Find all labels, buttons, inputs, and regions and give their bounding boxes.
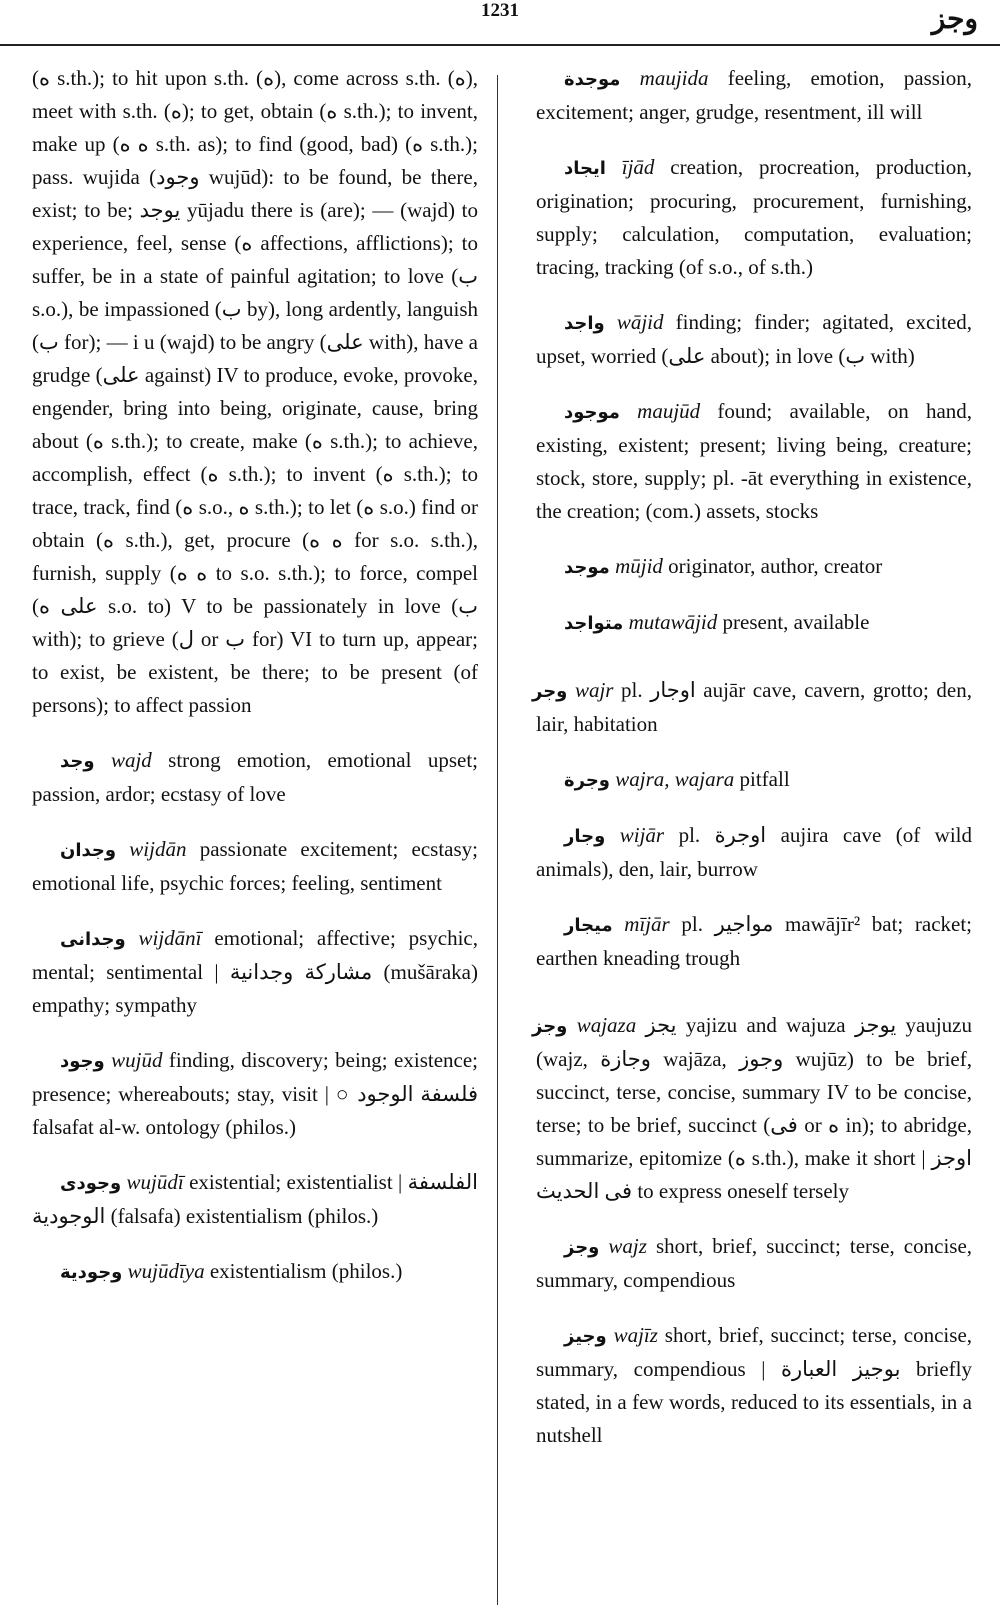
dictionary-entry — [32, 922, 478, 1022]
dictionary-entry — [536, 763, 972, 797]
entry-definition: short, brief, succinct; terse, concise, summary, compendious — [536, 1234, 973, 1292]
entry-transliteration: wajīz — [613, 1323, 658, 1347]
entry-arabic: موجد — [564, 557, 610, 578]
entry-transliteration: wijār — [619, 823, 665, 847]
entry-transliteration: ījād — [621, 155, 655, 179]
entry-transliteration: wujūdīya — [127, 1259, 205, 1283]
entry-arabic: وجز — [532, 1016, 568, 1037]
entry-arabic: واجد — [564, 313, 605, 334]
entry-transliteration: maujūd — [637, 399, 701, 423]
entry-arabic: موجود — [564, 402, 620, 423]
entry-definition: emotional; affective; psychic, mental; sentimental | مشاركة وجدانية (mušāraka) empathy; sympathy — [32, 926, 479, 1017]
entry-transliteration: wujūd — [111, 1048, 163, 1072]
left-column — [32, 62, 478, 1311]
dictionary-entry — [536, 1230, 972, 1297]
entry-arabic: موجدة — [564, 69, 621, 90]
entry-transliteration: maujida — [639, 66, 709, 90]
entry-definition: originator, author, creator — [668, 554, 883, 578]
entry-transliteration: wajaza — [576, 1013, 637, 1037]
dictionary-entry — [32, 1255, 478, 1289]
continuation-entry — [32, 62, 478, 722]
dictionary-entry — [536, 819, 972, 886]
entry-definition: finding; finder; agitated, excited, upset, worried (على about); in love (ب with) — [536, 310, 973, 368]
entry-transliteration: wijdānī — [138, 926, 202, 950]
entry-definition: (ه s.th.); to hit upon s.th. (ه), come across s.th. (ه), meet with s.th. (ه); to get, obtain (ه s.th.); to invent, make up (ه ه s.th. as); to find (good, bad) (ه s.th.); pass. wujida (وجود wujūd): to be found, be there, exist; to be; يوجد yūjadu there is (are); — (wajd) to experience, feel, sense (ه affections, afflictions); to suffer, be in a state of painful agitation; to love (ب s.o.), be impassioned (ب by), long ardently, languish (ب for); — i u (wajd) to be angry (على with), have a grudge (على against) IV to produce, evoke, provoke, engender, bring into being, originate, cause, bring about (ه s.th.); to create, make (ه s.th.); to achieve, accomplish, effect (ه s.th.); to invent (ه s.th.); to trace, track, find (ه s.o., ه s.th.); to let (ه s.o.) find or obtain (ه s.th.), get, procure (ه ه for s.o. s.th.), furnish, supply (ه ه to s.o. s.th.); to force, compel (على ه s.o. to) V to be passionately in love (ب with); to grieve (ل or ب for) VI to turn up, appear; to exist, be existent, be there; to be present (of persons); to affect passion — [32, 66, 479, 717]
entry-transliteration: mūjid — [615, 554, 663, 578]
dictionary-entry — [536, 1319, 972, 1452]
entry-definition: strong emotion, emotional upset; passion, ardor; ecstasy of love — [32, 748, 478, 806]
entry-definition: short, brief, succinct; terse, concise, summary, compendious | بوجيز العبارة briefly stated, in a few words, reduced to its essentials, in a nutshell — [536, 1323, 973, 1447]
dictionary-entry — [536, 908, 972, 975]
dictionary-entry — [536, 395, 972, 528]
page-number: 1231 — [481, 0, 519, 21]
entry-definition: يجز yajizu and wajuza يوجز yaujuzu (wajz, وجازة wajāza, وجوز wujūz) to be brief, succinct, terse, concise, summary IV to be concise, terse; to be brief, succinct (فى or ه in); to abridge, summarize, epitomize (ه s.th.), make it short | اوجز فى الحديث to express oneself tersely — [536, 1013, 973, 1203]
entry-arabic: وجرة — [564, 770, 610, 791]
entry-definition: found; available, on hand, existing, existent; present; living being, creature; stock, store, supply; pl. -āt everything in existence, the creation; (com.) assets, stocks — [536, 399, 973, 523]
dictionary-entry — [536, 306, 972, 373]
entry-arabic: وجد — [60, 751, 95, 772]
running-head: وجز — [931, 2, 978, 35]
entry-arabic: وجيز — [564, 1326, 607, 1347]
entry-arabic: وجودى — [60, 1173, 122, 1194]
entry-definition: passionate excitement; ecstasy; emotional life, psychic forces; feeling, sentiment — [32, 837, 478, 895]
entry-definition: existential; existentialist | الفلسفة الوجودية (falsafa) existentialism (philos.) — [32, 1170, 479, 1228]
entry-arabic: وجودية — [60, 1262, 123, 1283]
entry-transliteration: wijdān — [129, 837, 187, 861]
dictionary-entry — [32, 833, 478, 900]
entry-definition: existentialism (philos.) — [209, 1259, 403, 1283]
entry-definition: creation, procreation, production, origination; procuring, procurement, furnishing, supply; calculation, computation, evaluation; tracing, tracking (of s.o., of s.th.) — [536, 155, 972, 279]
entry-arabic: ميجار — [564, 915, 613, 936]
entry-arabic: وجود — [60, 1051, 105, 1072]
dictionary-entry — [32, 1166, 478, 1233]
entry-transliteration: wajra, wajara — [615, 767, 735, 791]
entry-arabic: ايجاد — [564, 158, 606, 179]
entry-arabic: وجر — [532, 681, 568, 702]
entry-arabic: متواجد — [564, 613, 624, 634]
entry-transliteration: wujūdī — [126, 1170, 184, 1194]
entry-transliteration: mutawājid — [628, 610, 718, 634]
entry-arabic: وجدان — [60, 840, 117, 861]
entry-definition: feeling, emotion, passion, excitement; anger, grudge, resentment, ill will — [536, 66, 973, 124]
root-entry — [532, 674, 972, 741]
root-entry — [532, 1009, 973, 1208]
entry-arabic: وجار — [564, 826, 606, 847]
entry-transliteration: wajr — [574, 678, 614, 702]
column-divider — [497, 75, 498, 1605]
dictionary-entry — [536, 151, 972, 284]
entry-transliteration: wajd — [110, 748, 152, 772]
right-column — [532, 62, 973, 1474]
entry-definition: pl. اوجرة aujira cave (of wild animals), den, lair, burrow — [536, 823, 973, 881]
entry-definition: present, available — [722, 610, 870, 634]
dictionary-entry — [536, 606, 972, 640]
entry-transliteration: wājid — [616, 310, 664, 334]
entry-transliteration: mījār — [624, 912, 670, 936]
entry-arabic: وجدانى — [60, 929, 126, 950]
dictionary-entry — [536, 550, 972, 584]
dictionary-entry — [32, 744, 478, 811]
entry-transliteration: wajz — [608, 1234, 647, 1258]
header-rule — [0, 44, 1000, 46]
entry-definition: pl. اوجار aujār cave, cavern, grotto; den, lair, habitation — [536, 678, 972, 736]
entry-arabic: وجز — [564, 1237, 600, 1258]
entry-definition: pitfall — [739, 767, 790, 791]
dictionary-entry — [32, 1044, 478, 1144]
dictionary-entry — [536, 62, 972, 129]
entry-definition: pl. مواجير mawājīr² bat; racket; earthen kneading trough — [536, 912, 973, 970]
entry-definition: finding, discovery; being; existence; presence; whereabouts; stay, visit | ○ فلسفة الوجود falsafat al-w. ontology (philos.) — [32, 1048, 479, 1139]
